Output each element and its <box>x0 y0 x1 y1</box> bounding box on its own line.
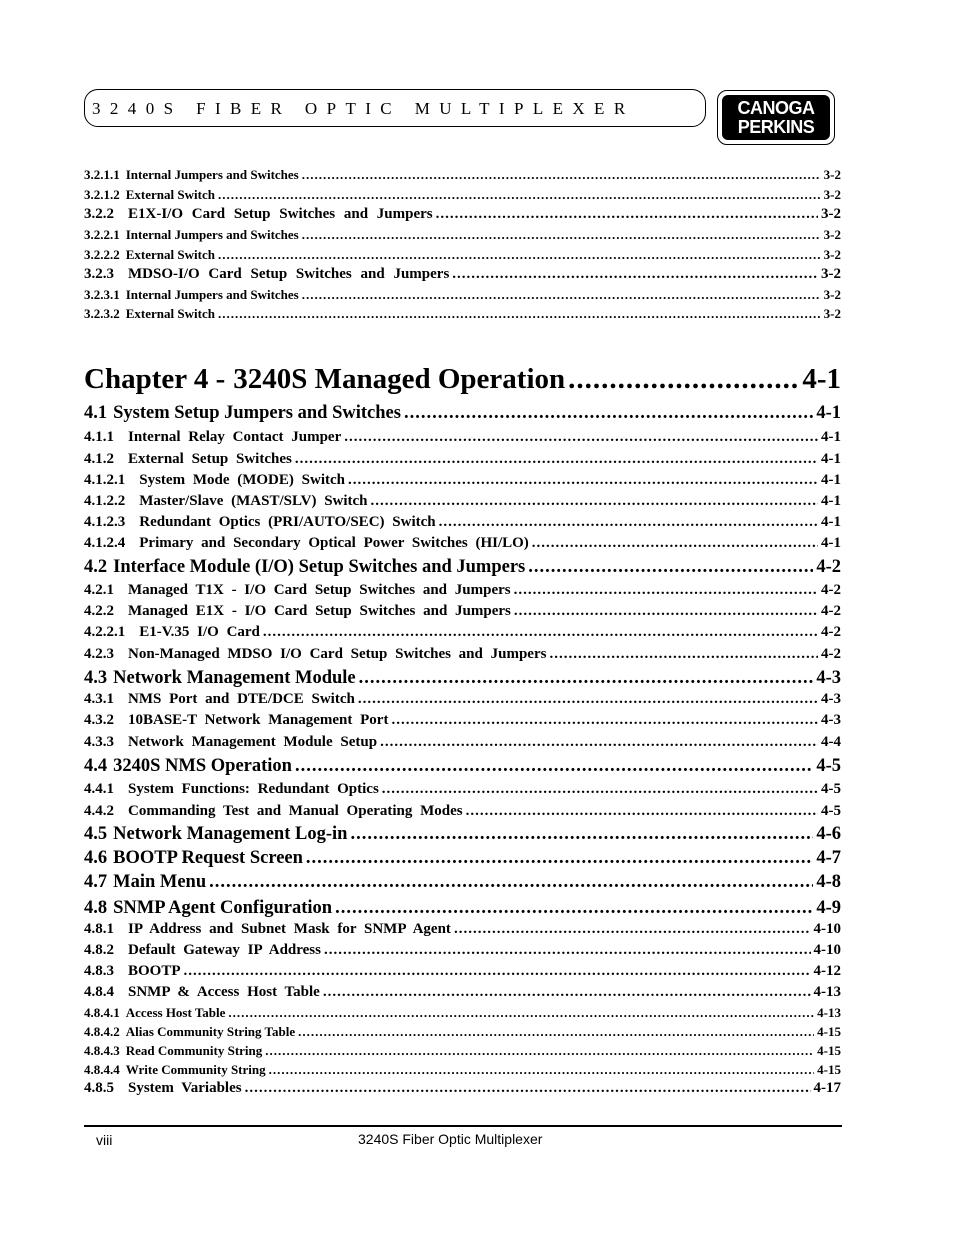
toc-entry-page: 4-5 <box>821 803 841 819</box>
toc-entry-title: SNMP Agent Configuration <box>113 898 333 918</box>
toc-entry-number: 4.1.2.3 <box>84 514 126 530</box>
toc-entry-text <box>84 1043 262 1059</box>
toc-entry[interactable] <box>84 624 841 641</box>
toc-entry-text <box>84 824 347 845</box>
running-header-title: 3240S FIBER OPTIC MULTIPLEXER <box>92 99 635 118</box>
logo-text-line1: CANOGA <box>737 97 815 118</box>
toc-entry-number: 4.8 <box>84 898 108 918</box>
toc-entry[interactable] <box>84 472 841 489</box>
toc-entry-title: BOOTP Request Screen <box>113 848 303 868</box>
toc-dot-leader <box>302 227 821 243</box>
toc-entry-number: 4.2.2.1 <box>84 624 126 640</box>
toc-entry-title: Interface Module (I/O) Setup Switches and Jumpers <box>113 557 526 577</box>
toc-entry-page: 3-2 <box>823 187 841 202</box>
toc-dot-leader <box>380 734 818 751</box>
toc-entry[interactable] <box>84 712 841 729</box>
toc-entry-page: 4-3 <box>821 712 841 728</box>
toc-entry-number: 4.1.2.4 <box>84 535 126 551</box>
toc-entry-text <box>84 1080 242 1097</box>
toc-dot-leader <box>452 266 818 283</box>
toc-entry[interactable] <box>84 247 841 263</box>
toc-entry[interactable] <box>84 582 841 599</box>
toc-dot-leader <box>218 306 821 322</box>
toc-entry-text <box>84 247 215 263</box>
toc-dot-leader <box>549 646 818 663</box>
toc-entry-number: 4.1.1 <box>84 429 114 445</box>
toc-entry-page: 4-13 <box>817 1005 841 1020</box>
toc-entry-title: E1-V.35 I/O Card <box>139 624 260 640</box>
toc-dot-leader <box>218 247 821 263</box>
toc-entry[interactable] <box>84 306 841 322</box>
toc-entry-number: 3.2.3.1 <box>84 287 120 302</box>
toc-dot-leader <box>298 1024 814 1040</box>
toc-dot-leader <box>295 451 818 468</box>
toc-entry[interactable] <box>84 403 841 424</box>
toc-entry-number: 4.2.2 <box>84 603 114 619</box>
footer-title: 3240S Fiber Optic Multiplexer <box>358 1131 543 1147</box>
toc-entry-number: 4.3 <box>84 668 108 688</box>
toc-entry-text <box>84 403 401 424</box>
toc-entry[interactable] <box>84 1080 841 1097</box>
toc-entry-page: 4-1 <box>821 451 841 467</box>
toc-entry-number: 4.8.3 <box>84 963 114 979</box>
toc-entry-page: 4-15 <box>817 1024 841 1039</box>
toc-entry-page: 4-2 <box>821 624 841 640</box>
toc-entry-page: 4-17 <box>813 1080 841 1096</box>
toc-entry-number: 4.4 <box>84 756 108 776</box>
toc-entry[interactable] <box>84 803 841 820</box>
toc-entry-text <box>84 227 299 243</box>
toc-entry-number: 4.4.1 <box>84 781 114 797</box>
logo-text-line2: PERKINS <box>737 116 815 137</box>
toc-entry-text <box>84 287 299 303</box>
toc-entry[interactable] <box>84 691 841 708</box>
toc-entry-text <box>84 557 525 578</box>
toc-entry-text <box>84 206 433 223</box>
toc-entry[interactable] <box>84 227 841 243</box>
toc-entry-title: System Functions: Redundant Optics <box>128 781 379 797</box>
logo-badge <box>722 95 830 140</box>
toc-entry[interactable] <box>84 266 841 283</box>
toc-dot-leader <box>466 803 818 820</box>
toc-entry[interactable] <box>84 756 841 777</box>
toc-entry-number: 4.7 <box>84 872 108 892</box>
toc-entry-page: 4-1 <box>821 493 841 509</box>
toc-dot-leader <box>528 557 813 578</box>
toc-entry-page: 3-2 <box>823 227 841 242</box>
toc-entry-text <box>84 1005 225 1021</box>
toc-entry-number: 4.8.2 <box>84 942 114 958</box>
toc-entry-number: 3.2.2.2 <box>84 247 120 262</box>
toc-entry-title: External Switch <box>125 187 215 202</box>
toc-entry[interactable] <box>84 668 841 689</box>
toc-entry-text <box>84 781 379 798</box>
toc-dot-leader <box>382 781 818 798</box>
toc-entry-text <box>84 942 321 959</box>
toc-entry-text <box>84 712 388 729</box>
toc-dot-leader <box>209 872 813 893</box>
toc-entry-title: Primary and Secondary Optical Power Switches (HI/LO) <box>139 535 529 551</box>
toc-entry-page: 4-1 <box>816 403 841 423</box>
toc-dot-leader <box>404 403 813 424</box>
toc-entry[interactable] <box>84 535 841 552</box>
toc-entry-page: 4-1 <box>821 472 841 488</box>
toc-dot-leader <box>344 429 818 446</box>
toc-entry[interactable] <box>84 451 841 468</box>
toc-entry-text <box>84 266 449 283</box>
toc-entry-text <box>84 187 215 203</box>
toc-entry-number: 4.8.4.2 <box>84 1024 120 1039</box>
toc-entry-page: 4-10 <box>813 921 841 937</box>
toc-entry-number: 4.8.4 <box>84 984 114 1000</box>
toc-entry-title: Internal Relay Contact Jumper <box>128 429 342 445</box>
toc-entry-page: 4-6 <box>816 824 841 844</box>
toc-entry-number: Chapter 4 - <box>84 363 226 395</box>
toc-entry-text <box>84 646 546 663</box>
toc-dot-leader <box>265 1043 814 1059</box>
toc-dot-leader <box>323 984 811 1001</box>
toc-dot-leader <box>568 363 799 396</box>
toc-entry-title: System Mode (MODE) Switch <box>139 472 345 488</box>
toc-entry-title: External Switch <box>125 247 215 262</box>
toc-entry-text <box>84 603 511 620</box>
toc-entry[interactable] <box>84 872 841 893</box>
toc-entry-page: 4-2 <box>821 646 841 662</box>
toc-entry-title: Default Gateway IP Address <box>128 942 321 958</box>
toc-entry-number: 4.8.4.1 <box>84 1005 120 1020</box>
toc-entry[interactable] <box>84 984 841 1001</box>
toc-entry[interactable] <box>84 898 841 919</box>
toc-entry-title: Commanding Test and Manual Operating Modes <box>128 803 463 819</box>
toc-entry-title: SNMP & Access Host Table <box>128 984 320 1000</box>
canoga-perkins-logo <box>717 90 835 145</box>
toc-dot-leader <box>436 206 818 223</box>
toc-entry-page: 3-2 <box>823 287 841 302</box>
toc-dot-leader <box>263 624 818 641</box>
toc-entry-number: 4.5 <box>84 824 108 844</box>
toc-entry-page: 3-2 <box>823 306 841 321</box>
toc-entry-page: 4-8 <box>816 872 841 892</box>
toc-entry-number: 4.2.3 <box>84 646 114 662</box>
toc-entry[interactable] <box>84 1024 841 1040</box>
toc-dot-leader <box>228 1005 814 1021</box>
toc-entry-number: 4.8.4.4 <box>84 1062 120 1077</box>
toc-dot-leader <box>245 1080 811 1097</box>
toc-entry[interactable] <box>84 603 841 620</box>
toc-entry-text <box>84 734 377 751</box>
toc-entry-title: Read Community String <box>125 1043 263 1058</box>
toc-entry-title: Internal Jumpers and Switches <box>125 167 299 182</box>
toc-entry[interactable] <box>84 514 841 531</box>
toc-entry-text <box>84 493 368 510</box>
toc-entry-page: 4-7 <box>816 848 841 868</box>
toc-entry-text <box>84 514 436 531</box>
toc-entry-page: 4-3 <box>821 691 841 707</box>
toc-entry-page: 4-2 <box>821 603 841 619</box>
toc-entry-text <box>84 1062 266 1078</box>
toc-entry-text <box>84 756 292 777</box>
toc-entry-number: 4.4.2 <box>84 803 114 819</box>
toc-entry-title: Internal Jumpers and Switches <box>125 287 299 302</box>
toc-entry-title: Managed T1X - I/O Card Setup Switches and Jumpers <box>128 582 511 598</box>
toc-entry-page: 3-2 <box>823 167 841 182</box>
toc-entry-title: Internal Jumpers and Switches <box>125 227 299 242</box>
toc-entry-page: 4-3 <box>816 668 841 688</box>
toc-entry[interactable] <box>84 824 841 845</box>
toc-entry-text <box>84 451 292 468</box>
toc-entry-text <box>84 624 260 641</box>
toc-entry-page: 4-5 <box>816 756 841 776</box>
toc-entry-number: 4.3.2 <box>84 712 114 728</box>
toc-entry-title: Alias Community String Table <box>125 1024 296 1039</box>
toc-entry-number: 3.2.2.1 <box>84 227 120 242</box>
toc-entry-title: External Setup Switches <box>128 451 292 467</box>
toc-dot-leader <box>302 167 821 183</box>
toc-entry-text <box>84 898 332 919</box>
toc-entry-title: Main Menu <box>113 872 207 892</box>
toc-entry-text <box>84 803 463 820</box>
toc-dot-leader <box>359 668 814 689</box>
toc-entry-number: 4.2.1 <box>84 582 114 598</box>
toc-entry-page: 3-2 <box>821 206 841 222</box>
toc-entry-title: Write Community String <box>125 1062 266 1077</box>
toc-entry-title: Network Management Module Setup <box>128 734 378 750</box>
toc-entry-title: 3240S NMS Operation <box>113 756 292 776</box>
toc-entry-title: Master/Slave (MAST/SLV) Switch <box>139 493 368 509</box>
toc-entry-number: 4.8.1 <box>84 921 114 937</box>
footer-page-number: viii <box>96 1132 113 1148</box>
toc-entry-text <box>84 1024 295 1040</box>
toc-entry[interactable] <box>84 167 841 183</box>
toc-entry-title: Non-Managed MDSO I/O Card Setup Switches and Jumpers <box>128 646 547 662</box>
toc-entry[interactable] <box>84 921 841 938</box>
toc-entry-title: Network Management Module <box>113 668 356 688</box>
toc-entry-title: External Switch <box>125 306 215 321</box>
toc-entry-text <box>84 363 565 396</box>
toc-entry-title: 10BASE-T Network Management Port <box>128 712 389 728</box>
toc-entry[interactable] <box>84 942 841 959</box>
toc-entry-page: 4-2 <box>816 557 841 577</box>
toc-entry-number: 3.2.3.2 <box>84 306 120 321</box>
toc-entry-text <box>84 167 299 183</box>
toc-entry-title: NMS Port and DTE/DCE Switch <box>128 691 355 707</box>
toc-dot-leader <box>295 756 813 777</box>
toc-entry-page: 4-1 <box>821 535 841 551</box>
toc-entry-number: 4.8.4.3 <box>84 1043 120 1058</box>
toc-entry[interactable] <box>84 287 841 303</box>
toc-entry-text <box>84 582 511 599</box>
toc-entry-page: 4-10 <box>813 942 841 958</box>
toc-entry-number: 4.8.5 <box>84 1080 114 1096</box>
toc-dot-leader <box>306 848 813 869</box>
toc-dot-leader <box>532 535 818 552</box>
toc-entry-title: 3240S Managed Operation <box>233 363 566 395</box>
toc-entry-title: System Variables <box>128 1080 242 1096</box>
toc-entry-text <box>84 872 206 893</box>
toc-entry-number: 3.2.1.1 <box>84 167 120 182</box>
toc-entry-text <box>84 848 303 869</box>
toc-dot-leader <box>454 921 811 938</box>
toc-entry-title: Managed E1X - I/O Card Setup Switches and Jumpers <box>128 603 511 619</box>
toc-entry-number: 4.3.1 <box>84 691 114 707</box>
toc-entry-page: 4-13 <box>813 984 841 1000</box>
toc-entry-page: 4-2 <box>821 582 841 598</box>
toc-dot-leader <box>439 514 818 531</box>
toc-entry[interactable] <box>84 187 841 203</box>
toc-entry-page: 4-12 <box>813 963 841 979</box>
toc-entry-page: 4-5 <box>821 781 841 797</box>
toc-entry-text <box>84 984 320 1001</box>
toc-entry-title: IP Address and Subnet Mask for SNMP Agent <box>128 921 451 937</box>
toc-dot-leader <box>335 898 813 919</box>
toc-dot-leader <box>358 691 818 708</box>
toc-entry[interactable] <box>84 848 841 869</box>
toc-entry[interactable] <box>84 1062 841 1078</box>
toc-entry-title: E1X-I/O Card Setup Switches and Jumpers <box>128 206 433 222</box>
toc-entry-number: 4.6 <box>84 848 108 868</box>
toc-entry-text <box>84 691 355 708</box>
toc-entry-page: 4-9 <box>816 898 841 918</box>
toc-entry[interactable] <box>84 206 841 223</box>
toc-entry[interactable] <box>84 781 841 798</box>
toc-entry-text <box>84 429 341 446</box>
toc-entry-number: 4.1.2 <box>84 451 114 467</box>
toc-entry-number: 4.1.2.1 <box>84 472 126 488</box>
toc-entry-text <box>84 963 181 980</box>
toc-entry-text <box>84 535 529 552</box>
toc-entry-text <box>84 306 215 322</box>
toc-entry-page: 4-1 <box>821 514 841 530</box>
toc-dot-leader <box>218 187 821 203</box>
toc-dot-leader <box>302 287 821 303</box>
toc-entry-page: 4-15 <box>817 1043 841 1058</box>
toc-entry-text <box>84 472 345 489</box>
toc-dot-leader <box>371 493 818 510</box>
toc-entry-number: 4.1 <box>84 403 108 423</box>
toc-entry-page: 3-2 <box>823 247 841 262</box>
toc-dot-leader <box>350 824 813 845</box>
toc-entry[interactable] <box>84 734 841 751</box>
toc-entry-page: 4-15 <box>817 1062 841 1077</box>
toc-entry[interactable] <box>84 646 841 663</box>
toc-entry-page: 4-1 <box>802 363 841 395</box>
toc-entry-number: 3.2.2 <box>84 206 114 222</box>
footer-rule <box>84 1125 842 1127</box>
toc-entry-number: 3.2.1.2 <box>84 187 120 202</box>
toc-dot-leader <box>269 1062 815 1078</box>
toc-entry-page: 4-1 <box>821 429 841 445</box>
toc-entry-title: BOOTP <box>128 963 181 979</box>
toc-dot-leader <box>391 712 818 729</box>
toc-entry-text <box>84 668 356 689</box>
toc-dot-leader <box>514 582 818 599</box>
toc-entry-page: 3-2 <box>821 266 841 282</box>
toc-entry-title: MDSO-I/O Card Setup Switches and Jumpers <box>128 266 450 282</box>
toc-entry-page: 4-4 <box>821 734 841 750</box>
toc-dot-leader <box>324 942 811 959</box>
toc-entry-number: 3.2.3 <box>84 266 114 282</box>
toc-entry[interactable] <box>84 363 841 396</box>
toc-entry-title: Redundant Optics (PRI/AUTO/SEC) Switch <box>139 514 436 530</box>
toc-entry[interactable] <box>84 963 841 980</box>
toc-entry-title: Network Management Log-in <box>113 824 348 844</box>
toc-entry[interactable] <box>84 493 841 510</box>
toc-entry-title: System Setup Jumpers and Switches <box>113 403 401 423</box>
toc-entry[interactable] <box>84 1043 841 1059</box>
toc-entry-text <box>84 921 451 938</box>
toc-entry-number: 4.1.2.2 <box>84 493 126 509</box>
toc-entry-number: 4.2 <box>84 557 108 577</box>
toc-entry[interactable] <box>84 557 841 578</box>
toc-dot-leader <box>514 603 818 620</box>
toc-entry[interactable] <box>84 1005 841 1021</box>
toc-dot-leader <box>184 963 811 980</box>
toc-entry-title: Access Host Table <box>125 1005 226 1020</box>
toc-dot-leader <box>348 472 818 489</box>
toc-entry-number: 4.3.3 <box>84 734 114 750</box>
toc-entry[interactable] <box>84 429 841 446</box>
